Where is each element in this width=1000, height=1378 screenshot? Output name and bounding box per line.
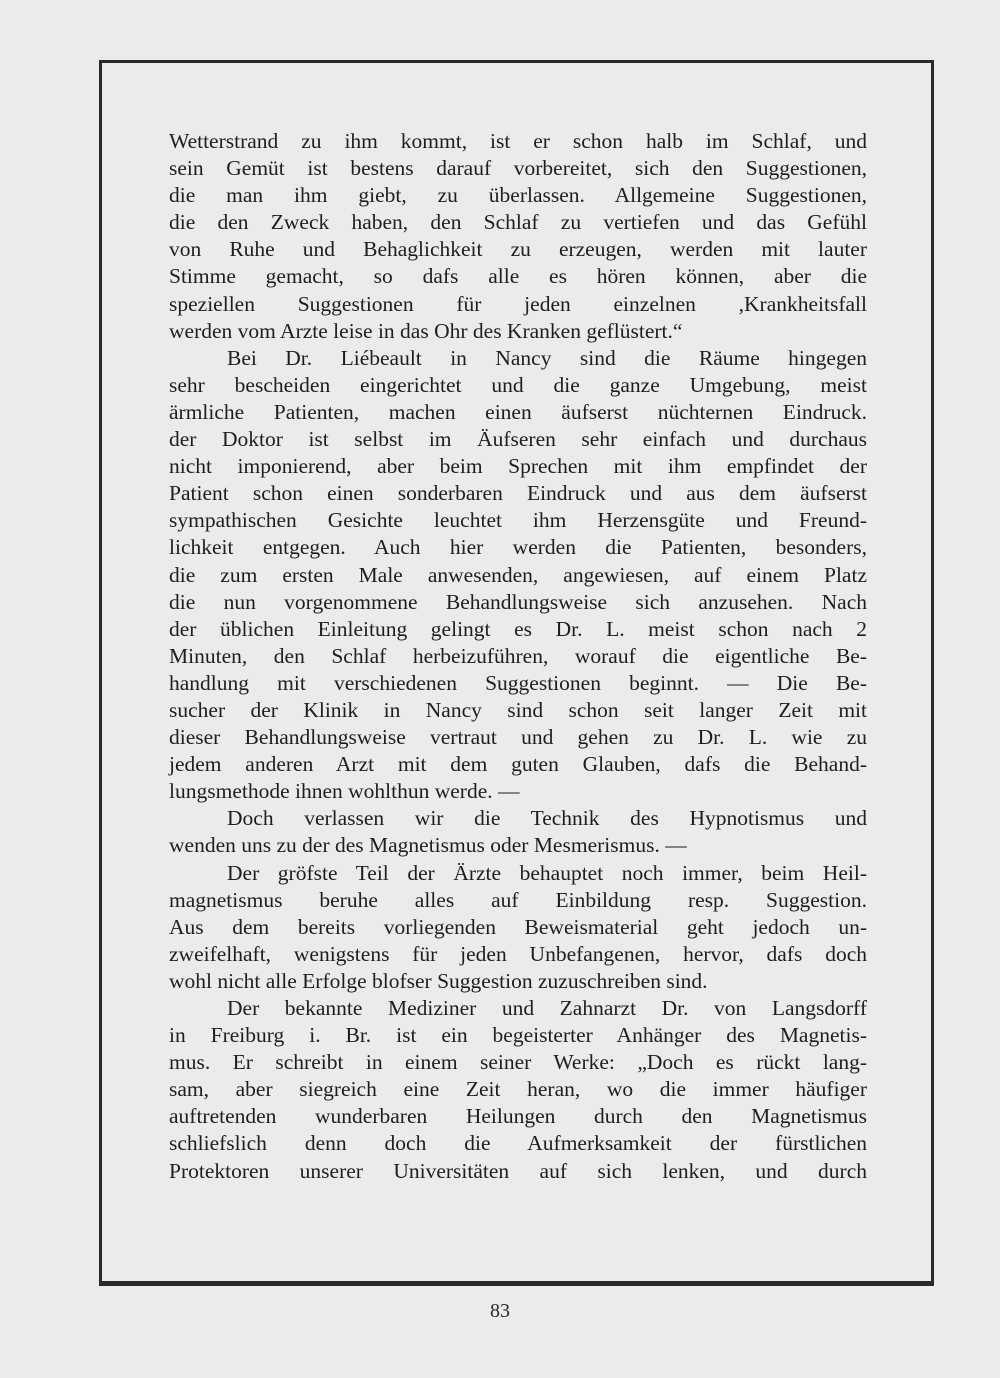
text-line: zweifelhaft, wenigstens für jeden Unbefangenen, hervor, dafs doch (169, 941, 867, 966)
text-line: Minuten, den Schlaf herbeizuführen, worauf die eigentliche Be- (169, 643, 867, 668)
text-line: sein Gemüt ist bestens darauf vorbereitet, sich den Suggestionen, (169, 156, 867, 181)
text-line: von Ruhe und Behaglichkeit zu erzeugen, werden mit lauter (169, 237, 867, 262)
text-line: sam, aber siegreich eine Zeit heran, wo die immer häufiger (169, 1077, 867, 1102)
text-line: lungsmethode ihnen wohlthun werde. — (169, 779, 520, 804)
text-line: die nun vorgenommene Behandlungsweise sich anzusehen. Nach (169, 589, 867, 614)
body-text (169, 128, 867, 1185)
text-line: handlung mit verschiedenen Suggestionen beginnt. — Die Be- (169, 670, 867, 695)
text-line: Wetterstrand zu ihm kommt, ist er schon halb im Schlaf, und (169, 129, 867, 153)
text-line: Stimme gemacht, so dafs alle es hören können, aber die (169, 264, 867, 289)
text-line: Doch verlassen wir die Technik des Hypnotismus und (227, 806, 867, 831)
page-number: 83 (490, 1300, 510, 1322)
text-line: Der bekannte Mediziner und Zahnarzt Dr. von Langsdorff (227, 996, 867, 1020)
text-line: nicht imponierend, aber beim Sprechen mit ihm empfindet der (169, 454, 867, 479)
text-line: lichkeit entgegen. Auch hier werden die Patienten, besonders, (169, 535, 867, 560)
text-line: Protektoren unserer Universitäten auf sich lenken, und durch (169, 1158, 867, 1183)
text-line: ärmliche Patienten, machen einen äufserst nüchternen Eindruck. (169, 399, 867, 424)
text-line: sympathischen Gesichte leuchtet ihm Herzensgüte und Freund- (169, 508, 867, 533)
text-line: dieser Behandlungsweise vertraut und gehen zu Dr. L. wie zu (169, 725, 867, 750)
text-line: werden vom Arzte leise in das Ohr des Kranken geflüstert.“ (169, 318, 683, 343)
text-line: der Doktor ist selbst im Äufseren sehr einfach und durchaus (169, 427, 867, 452)
text-line: wohl nicht alle Erfolge blofser Suggestion zuzuschreiben sind. (169, 968, 708, 993)
text-line: die zum ersten Male anwesenden, angewiesen, auf einem Platz (169, 562, 867, 587)
text-line: der üblichen Einleitung gelingt es Dr. L. meist schon nach 2 (169, 616, 867, 641)
text-line: wenden uns zu der des Magnetismus oder Mesmerismus. — (169, 833, 687, 858)
text-line: die den Zweck haben, den Schlaf zu vertiefen und das Gefühl (169, 210, 867, 235)
text-line: schliefslich denn doch die Aufmerksamkeit der fürstlichen (169, 1131, 867, 1156)
text-line: magnetismus beruhe alles auf Einbildung resp. Suggestion. (169, 887, 867, 912)
text-line: mus. Er schreibt in einem seiner Werke: „Doch es rückt lang- (169, 1050, 867, 1075)
text-line: Der gröfste Teil der Ärzte behauptet noch immer, beim Heil- (227, 860, 867, 885)
text-line: jedem anderen Arzt mit dem guten Glauben, dafs die Behand- (169, 752, 867, 777)
text-line: in Freiburg i. Br. ist ein begeisterter Anhänger des Magnetis- (169, 1023, 867, 1048)
text-line: die man ihm giebt, zu überlassen. Allgemeine Suggestionen, (169, 183, 867, 208)
text-line: Bei Dr. Liébeault in Nancy sind die Räume hingegen (227, 345, 867, 370)
text-line: speziellen Suggestionen für jeden einzelnen ,Krankheitsfall (169, 291, 867, 316)
text-line: Patient schon einen sonderbaren Eindruck und aus dem äufserst (169, 481, 867, 506)
text-line: auftretenden wunderbaren Heilungen durch den Magnetismus (169, 1104, 867, 1129)
text-line: Aus dem bereits vorliegenden Beweismaterial geht jedoch un- (169, 914, 867, 939)
text-line: sucher der Klinik in Nancy sind schon seit langer Zeit mit (169, 697, 867, 722)
text-line: sehr bescheiden eingerichtet und die ganze Umgebung, meist (169, 372, 867, 397)
